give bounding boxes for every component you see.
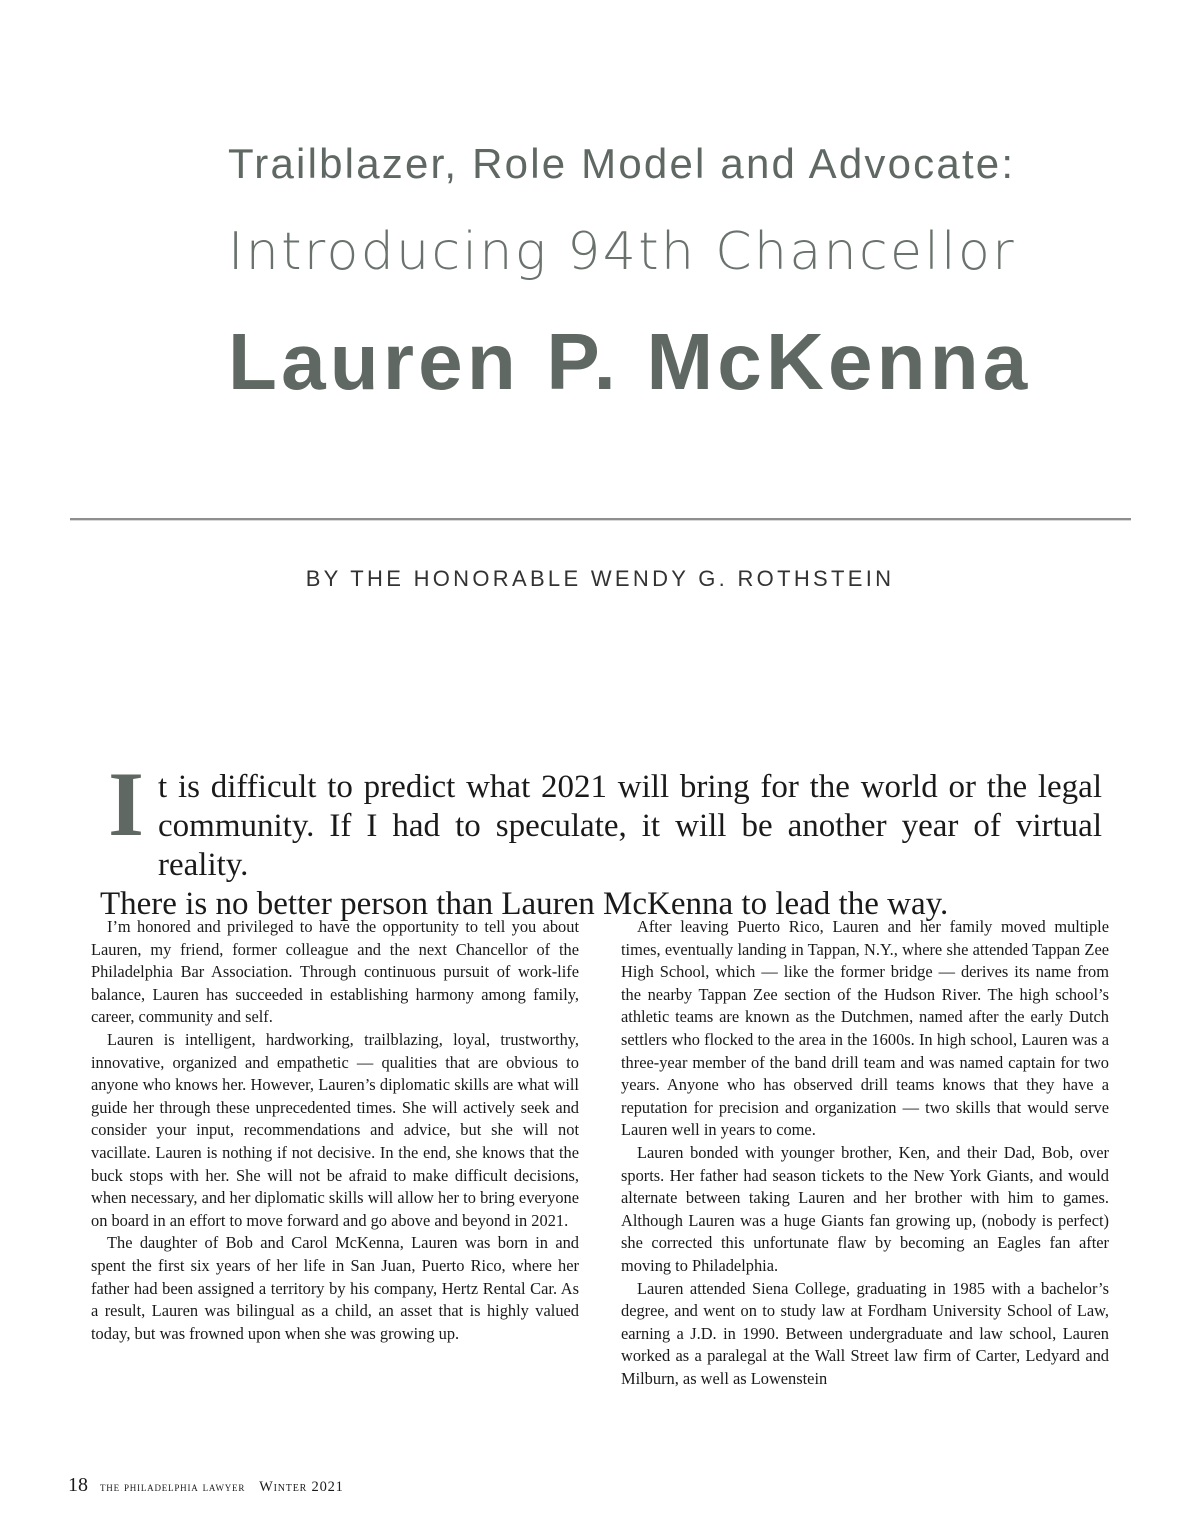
issue-date: Winter 2021 — [259, 1479, 344, 1495]
body-paragraph: After leaving Puerto Rico, Lauren and her family moved multiple times, eventually landing in Tappan, N.Y., where she attended Tappan Zee High School, which — like the former bridge — derives its name from the nearby Tappan Zee section of the Hudson River. The high school’s athletic teams are known as the Dutchmen, named after the early Dutch settlers who flocked to the area in the 1600s. In high school, Lauren was a three-year member of the band drill team and was named captain for two years. Anyone who has observed drill teams knows that they have a reputation for precision and organization — two skills that would serve Lauren well in years to come. — [621, 917, 1109, 1140]
body-paragraph: Lauren is intelligent, hardworking, trailblazing, loyal, trustworthy, innovative, organized and empathetic — qualities that are obvious to anyone who knows her. However, Lauren’s diplomatic skills are what will guide her through these unprecedented times. She will actively seek and consider your input, recommendations and advice, but she will not vacillate. Lauren is nothing if not decisive. In the end, she knows that the buck stops with her. She will not be afraid to make difficult decisions, when necessary, and her diplomatic skills will allow her to bring everyone on board in an effort to move forward and go above and beyond in 2021. — [91, 1029, 579, 1230]
title-kicker: Trailblazer, Role Model and Advocate: — [228, 140, 1016, 187]
title-divider — [70, 518, 1131, 520]
lead-line-2: community. If I had to speculate, it will be another year of virtual reality. — [158, 808, 1102, 883]
body-paragraph: Lauren attended Siena College, graduating in 1985 with a bachelor’s degree, and went on to study law at Fordham University School of Law, earning a J.D. in 1990. Between undergraduate and law school, Lauren worked as a paralegal at the Wall Street law firm of Carter, Ledyard and Milburn, as well as Lowenstein — [621, 1278, 1109, 1388]
body-column-right — [621, 916, 1109, 1390]
byline: BY THE HONORABLE WENDY G. ROTHSTEIN — [305, 566, 895, 591]
body-paragraph: I’m honored and privileged to have the opportunity to tell you about Lauren, my friend, former colleague and the next Chancellor of the Philadelphia Bar Association. Through continuous pursuit of work-life balance, Lauren has succeeded in establishing harmony among family, career, community and self. — [91, 917, 579, 1027]
page-footer — [68, 1474, 344, 1497]
title-subhead: Introducing 94th Chancellor — [228, 222, 1017, 282]
drop-cap: I — [108, 772, 144, 836]
body-paragraph: The daughter of Bob and Carol McKenna, Lauren was born in and spent the first six years of her life in San Juan, Puerto Rico, where her father had been assigned a territory by his company, Hertz Rental Car. As a result, Lauren was bilingual as a child, an asset that is highly valued today, but was frowned upon when she was growing up. — [91, 1233, 579, 1343]
title-name: Lauren P. McKenna — [228, 317, 1032, 406]
publication-name: the philadelphia lawyer — [100, 1479, 246, 1494]
lead-paragraph — [100, 768, 1102, 924]
lead-line-3: There is no better person than Lauren McKenna to lead the way. — [100, 886, 949, 922]
body-paragraph: Lauren bonded with younger brother, Ken, and their Dad, Bob, over sports. Her father had season tickets to the New York Giants, and would alternate between taking Lauren and her brother with him to games. Although Lauren was a huge Giants fan growing up, (nobody is perfect) she corrected this unfortunate flaw by becoming an Eagles fan after moving to Philadelphia. — [621, 1142, 1109, 1275]
body-column-left — [91, 916, 579, 1345]
lead-line-1: t is difficult to predict what 2021 will bring for the world or the legal — [158, 769, 1102, 805]
page-number: 18 — [68, 1474, 88, 1496]
